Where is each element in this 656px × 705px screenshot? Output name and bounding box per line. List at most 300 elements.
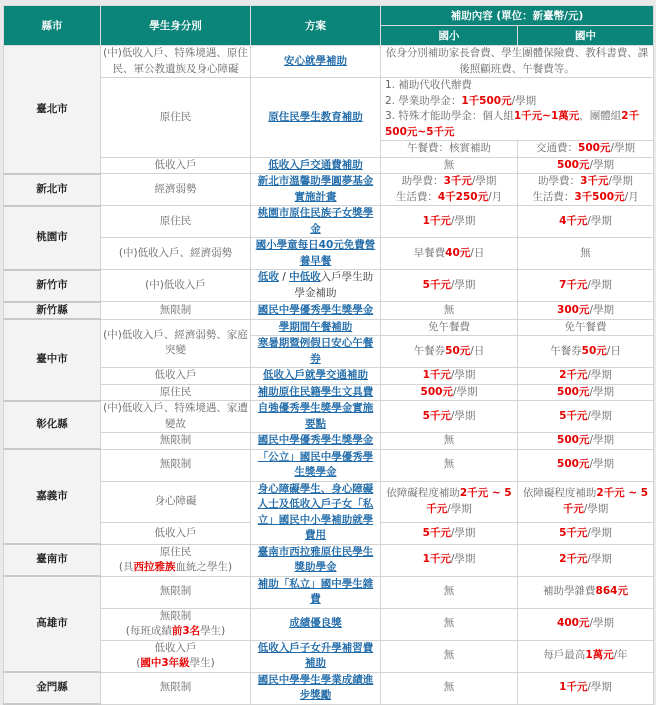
plan-link[interactable]: 中低收 xyxy=(289,271,321,283)
plan-cell xyxy=(251,384,381,401)
cell-text: /學期 xyxy=(587,681,612,694)
cell-text: 早餐費 xyxy=(413,246,446,259)
identity-cell xyxy=(101,672,251,704)
highlight-amount: 2千元 xyxy=(559,369,588,381)
county-cell xyxy=(4,319,101,401)
highlight-amount: 300元 xyxy=(557,303,590,316)
header-elementary: 國小 xyxy=(381,26,518,46)
cell-text: /學期 xyxy=(589,303,614,316)
county-cell xyxy=(4,576,101,672)
plan-link[interactable]: 新北市溫馨助學圓夢基金實施計畫 xyxy=(257,175,374,203)
header-content: 補助內容 (單位：新臺幣/元) xyxy=(381,6,654,26)
highlight-amount: 3千元 xyxy=(443,175,472,187)
amount-cell xyxy=(381,270,518,302)
cell-line xyxy=(103,641,248,657)
cell-text: 無 xyxy=(443,458,455,471)
table-row xyxy=(4,238,654,270)
highlight-amount: 500元 xyxy=(578,142,611,154)
cell-line xyxy=(253,385,378,401)
plan-link[interactable]: 補助「私立」國中學生雜費 xyxy=(257,577,374,605)
cell-line xyxy=(103,526,248,542)
highlight-amount: 400元 xyxy=(557,617,590,630)
highlight-amount: 864元 xyxy=(595,585,628,598)
table-row xyxy=(4,78,654,141)
amount-cell xyxy=(381,449,518,481)
amount-cell xyxy=(518,336,654,368)
cell-line xyxy=(6,278,98,294)
table-row xyxy=(4,368,654,385)
amount-cell xyxy=(381,302,518,320)
county-cell xyxy=(4,174,101,206)
identity-cell xyxy=(101,576,251,608)
cell-text: 臺中市 xyxy=(36,353,68,365)
amount-cell xyxy=(518,401,654,433)
plan-cell xyxy=(251,206,381,238)
plan-text: / xyxy=(278,271,290,283)
cell-text: 低收入戶 xyxy=(154,641,197,654)
identity-cell xyxy=(101,302,251,320)
cell-line xyxy=(103,494,248,510)
cell-line xyxy=(103,182,248,198)
plan-link[interactable]: 低收 xyxy=(257,271,279,283)
cell-line xyxy=(253,368,378,384)
cell-line xyxy=(520,344,651,360)
cell-text: 低收入戶 xyxy=(154,369,197,381)
plan-link[interactable]: 自強優秀學生獎學金實施要點 xyxy=(257,402,374,430)
cell-text: 午餐費：核實補助 xyxy=(407,142,491,154)
amount-cell xyxy=(381,433,518,450)
cell-line xyxy=(103,680,248,696)
cell-text: 學生) xyxy=(189,657,215,669)
cell-line xyxy=(385,78,651,94)
cell-text: 新竹市 xyxy=(36,278,68,291)
cell-text: /日 xyxy=(470,246,485,259)
cell-text: 無 xyxy=(443,649,455,662)
cell-text: 生活費： xyxy=(532,190,575,203)
cell-text: /學期 xyxy=(447,502,472,515)
cell-line xyxy=(383,303,515,319)
cell-text: 新竹縣 xyxy=(36,303,68,316)
plan-cell xyxy=(251,368,381,385)
county-cell xyxy=(4,302,101,320)
cell-text: 無 xyxy=(443,585,455,598)
plan-link[interactable]: 學期間午餐補助 xyxy=(278,320,353,333)
identity-cell xyxy=(101,174,251,206)
cell-text: /學期 xyxy=(583,502,609,515)
header-plan: 方案 xyxy=(251,6,381,46)
cell-line xyxy=(383,584,515,600)
amount-cell xyxy=(518,157,654,174)
highlight-amount: 40元 xyxy=(445,246,471,259)
cell-line xyxy=(383,680,515,696)
cell-line xyxy=(383,190,515,206)
cell-text: (具 xyxy=(118,561,134,573)
cell-text: /日 xyxy=(606,344,621,357)
table-row xyxy=(4,270,654,302)
highlight-amount: 3千500元 xyxy=(574,190,625,203)
cell-line xyxy=(520,214,651,230)
cell-text: /學期 xyxy=(450,369,476,381)
cell-line xyxy=(103,46,248,77)
cell-line xyxy=(6,182,98,198)
cell-text: 午餐券 xyxy=(413,344,446,357)
plan-link[interactable]: 臺南市西拉雅原住民學生獎助學金 xyxy=(257,545,374,573)
plan-cell xyxy=(251,672,381,704)
highlight-amount: 2千元 ~ 5千元 xyxy=(426,487,512,515)
cell-line xyxy=(520,190,651,206)
highlight-amount: 500元 xyxy=(420,385,453,398)
cell-line xyxy=(383,385,515,401)
highlight-amount: 5千元 xyxy=(422,526,451,539)
amount-cell xyxy=(518,433,654,450)
cell-line xyxy=(383,457,515,473)
header-junior: 國中 xyxy=(518,26,654,46)
plan-link[interactable]: 低收入戶就學交通補助 xyxy=(263,369,368,381)
cell-text: 無限制 xyxy=(159,434,192,446)
amount-cell xyxy=(518,523,654,544)
highlight-amount: 5千元 xyxy=(559,409,588,422)
cell-line xyxy=(520,320,651,336)
cell-text: 嘉義市 xyxy=(36,489,68,502)
cell-text: (中)低收入戶、特殊境遇、家遭變故 xyxy=(103,402,248,430)
table-row xyxy=(4,608,654,640)
highlight-amount: 1千元~1萬元 xyxy=(513,110,580,122)
cell-line xyxy=(6,417,98,433)
plan-link[interactable]: 低收入戶子女升學補習費補助 xyxy=(257,641,374,669)
cell-text: 原住民 xyxy=(159,385,192,398)
cell-line xyxy=(383,246,515,262)
cell-text: /學期 xyxy=(450,526,476,539)
highlight-amount: 1千元 xyxy=(422,369,451,381)
cell-line xyxy=(520,368,651,384)
cell-line xyxy=(383,174,515,190)
plan-cell xyxy=(251,336,381,368)
cell-line xyxy=(520,584,651,600)
county-cell xyxy=(4,206,101,270)
cell-text: /學期 xyxy=(589,385,614,398)
cell-line xyxy=(6,616,98,632)
cell-line xyxy=(253,270,378,301)
plan-link[interactable]: 「公立」國民中學優秀學生獎學金 xyxy=(257,450,374,478)
table-row xyxy=(4,433,654,450)
cell-text: 低收入戶 xyxy=(154,158,197,171)
cell-text: 無 xyxy=(443,303,455,316)
cell-line xyxy=(253,206,378,237)
cell-text: 免午餐費 xyxy=(564,320,607,333)
plan-link[interactable]: 原住民學生教育補助 xyxy=(268,110,363,123)
cell-text: 交通費： xyxy=(536,142,579,154)
cell-line xyxy=(520,246,651,262)
identity-cell xyxy=(101,78,251,158)
highlight-amount: 5千元 xyxy=(422,409,451,422)
cell-text: 臺南市 xyxy=(36,553,68,566)
cell-line xyxy=(253,577,378,608)
cell-line xyxy=(383,526,515,542)
plan-cell xyxy=(251,481,381,544)
cell-text: 身心障礙 xyxy=(154,495,197,508)
plan-cell xyxy=(251,302,381,320)
highlight-amount: 500元 xyxy=(557,385,590,398)
cell-line xyxy=(253,303,378,319)
plan-link[interactable]: 寒暑期暨例假日安心午餐券 xyxy=(257,337,374,365)
cell-text: /月 xyxy=(624,190,639,203)
identity-cell xyxy=(101,157,251,174)
highlight-amount: 5千元 xyxy=(559,526,588,539)
plan-link[interactable]: 國民中學優秀學生獎學金 xyxy=(257,434,374,446)
cell-line xyxy=(383,278,515,294)
subsidy-table-container xyxy=(3,5,653,705)
cell-text: /學期 xyxy=(587,369,612,381)
cell-text: 3. 特殊才能助學金：個人組 xyxy=(385,110,514,122)
cell-text: /學期 xyxy=(608,175,633,187)
cell-line xyxy=(253,54,378,70)
cell-text: 無限制 xyxy=(159,681,192,694)
cell-text: /學期 xyxy=(589,617,614,630)
cell-text: 午餐券 xyxy=(550,344,582,357)
cell-line xyxy=(253,336,378,367)
cell-line xyxy=(520,433,651,449)
amount-cell xyxy=(518,270,654,302)
cell-line xyxy=(6,102,98,118)
amount-cell xyxy=(518,449,654,481)
highlight-amount: 2千元 xyxy=(559,553,588,566)
identity-cell xyxy=(101,433,251,450)
cell-text: 原住民 xyxy=(159,545,192,558)
plan-link[interactable]: 桃園市原住民族子女獎學金 xyxy=(257,207,374,235)
cell-line xyxy=(520,278,651,294)
cell-line xyxy=(383,368,515,384)
cell-line xyxy=(103,214,248,230)
cell-line xyxy=(383,486,515,517)
identity-cell xyxy=(101,319,251,368)
cell-text: /學期 xyxy=(610,142,635,154)
cell-line xyxy=(520,303,651,319)
cell-text: 無限制 xyxy=(159,585,192,598)
amount-cell xyxy=(518,319,654,336)
cell-line xyxy=(383,648,515,664)
cell-text: /學期 xyxy=(450,553,476,566)
cell-text: (每班成績 xyxy=(125,625,172,637)
cell-line xyxy=(103,401,248,432)
plan-cell xyxy=(251,319,381,336)
plan-link[interactable]: 國小學童每日40元免費營養早餐 xyxy=(255,239,376,267)
amount-cell xyxy=(381,336,518,368)
cell-line xyxy=(103,457,248,473)
plan-link[interactable]: 成績優良獎 xyxy=(289,617,342,630)
cell-line xyxy=(520,526,651,542)
cell-text: /學期 xyxy=(452,385,478,398)
amount-cell xyxy=(518,608,654,640)
cell-text: ( xyxy=(136,657,141,669)
cell-line xyxy=(520,409,651,425)
amount-cell xyxy=(518,174,654,206)
cell-line xyxy=(383,158,515,174)
identity-cell xyxy=(101,206,251,238)
cell-text: 高雄市 xyxy=(36,617,68,630)
cell-line xyxy=(103,278,248,294)
cell-line xyxy=(383,320,515,336)
amount-cell xyxy=(381,523,518,544)
amount-cell xyxy=(381,46,654,78)
amount-cell xyxy=(518,141,654,158)
plan-cell xyxy=(251,640,381,672)
cell-line xyxy=(520,616,651,632)
highlight-amount: 7千元 xyxy=(559,278,588,291)
plan-link[interactable]: 國民中學學生學業成績進步獎勵 xyxy=(257,673,374,701)
highlight-amount: 500元 xyxy=(557,434,590,446)
cell-line xyxy=(385,109,651,140)
cell-line xyxy=(520,174,651,190)
highlight-amount: 2千500元~5千元 xyxy=(385,110,640,138)
cell-line xyxy=(253,545,378,576)
cell-text: 新北市 xyxy=(36,182,68,195)
amount-cell xyxy=(518,576,654,608)
cell-text: 依障礙程度補助 xyxy=(386,487,460,500)
identity-cell xyxy=(101,384,251,401)
cell-line xyxy=(383,616,515,632)
cell-text: 學生) xyxy=(200,625,226,637)
cell-line xyxy=(383,552,515,568)
cell-line xyxy=(383,214,515,230)
cell-text: /學期 xyxy=(587,526,612,539)
cell-line xyxy=(6,352,98,368)
amount-cell xyxy=(518,672,654,704)
table-row xyxy=(4,46,654,78)
plan-link[interactable]: 身心障礙學生、身心障礙人士及低收入戶子女「私立」國民中小學補助就學費用 xyxy=(257,482,374,541)
cell-text: 依障礙程度補助 xyxy=(522,487,597,500)
amount-cell xyxy=(518,544,654,576)
highlight-amount: 2千元 ~ 5千元 xyxy=(562,487,649,515)
cell-line xyxy=(520,141,651,157)
amount-cell xyxy=(381,640,518,672)
cell-line xyxy=(520,680,651,696)
identity-cell xyxy=(101,544,251,576)
cell-text: 每戶最高 xyxy=(543,649,586,662)
cell-text: 無 xyxy=(443,617,455,630)
cell-line xyxy=(103,303,248,319)
cell-line xyxy=(383,409,515,425)
subsidy-table xyxy=(3,5,654,705)
cell-line xyxy=(253,238,378,269)
county-cell xyxy=(4,672,101,704)
plan-link[interactable]: 低收入戶交通費補助 xyxy=(268,158,363,171)
county-cell xyxy=(4,544,101,576)
highlight-amount: 500元 xyxy=(557,458,590,471)
cell-text: /學期 xyxy=(587,553,612,566)
highlight-amount: 1千元 xyxy=(559,681,588,694)
highlight-amount: 500元 xyxy=(557,158,590,171)
identity-cell xyxy=(101,640,251,672)
table-row xyxy=(4,206,654,238)
county-cell xyxy=(4,46,101,174)
cell-line xyxy=(253,174,378,205)
cell-line xyxy=(103,624,248,640)
cell-text: ，團體組 xyxy=(579,110,622,122)
cell-text: 無 xyxy=(443,434,455,446)
plan-cell xyxy=(251,433,381,450)
table-row xyxy=(4,401,654,433)
plan-cell xyxy=(251,238,381,270)
plan-link[interactable]: 國民中學優秀學生獎學金 xyxy=(257,303,374,316)
plan-cell xyxy=(251,401,381,433)
highlight-amount: 前3名 xyxy=(171,625,201,637)
cell-text: (中)低收入戶、經濟弱勢 xyxy=(118,246,233,259)
cell-line xyxy=(6,680,98,696)
identity-cell xyxy=(101,481,251,523)
cell-text: /學期 xyxy=(587,214,612,227)
cell-line xyxy=(383,141,515,157)
highlight-amount: 1萬元 xyxy=(585,649,614,662)
plan-cell xyxy=(251,157,381,174)
cell-text: 免午餐費 xyxy=(428,320,470,333)
amount-cell xyxy=(381,608,518,640)
county-cell xyxy=(4,449,101,544)
highlight-amount: 50元 xyxy=(581,344,607,357)
cell-text: 經濟弱勢 xyxy=(154,182,197,195)
cell-text: /日 xyxy=(470,344,485,357)
highlight-amount: 1千元 xyxy=(422,553,451,566)
cell-line xyxy=(103,433,248,449)
county-cell xyxy=(4,270,101,302)
plan-link[interactable]: 補助原住民籍學生文具費 xyxy=(257,385,374,398)
plan-link[interactable]: 安心就學補助 xyxy=(284,54,347,67)
cell-text: 助學費： xyxy=(401,175,444,187)
amount-cell xyxy=(381,174,518,206)
amount-cell xyxy=(518,640,654,672)
plan-cell xyxy=(251,174,381,206)
highlight-amount: 5千元 xyxy=(422,278,451,291)
cell-text: (中)低收入戶、特殊境遇、原住民、軍公教遺族及身心障礙 xyxy=(103,47,248,75)
cell-line xyxy=(520,457,651,473)
amount-cell xyxy=(518,368,654,385)
cell-text: 補助學雜費 xyxy=(543,585,596,598)
table-row xyxy=(4,576,654,608)
cell-line xyxy=(6,489,98,505)
table-row xyxy=(4,157,654,174)
cell-text: 2. 學業助學金： xyxy=(385,94,462,107)
cell-text: 低收入戶 xyxy=(154,526,197,539)
identity-cell xyxy=(101,608,251,640)
cell-line xyxy=(6,552,98,568)
highlight-amount: 3千元 xyxy=(580,175,609,187)
identity-cell xyxy=(101,523,251,544)
cell-text: 無 xyxy=(580,246,591,259)
cell-text: /學期 xyxy=(587,409,612,422)
county-cell xyxy=(4,401,101,450)
cell-line xyxy=(103,385,248,401)
highlight-amount: 50元 xyxy=(445,344,471,357)
identity-cell xyxy=(101,270,251,302)
identity-cell xyxy=(101,368,251,385)
cell-line xyxy=(520,385,651,401)
cell-text: 血統之學生) xyxy=(175,561,233,573)
cell-text: 無 xyxy=(443,681,455,694)
plan-cell xyxy=(251,449,381,481)
identity-cell xyxy=(101,401,251,433)
cell-text: 原住民 xyxy=(159,214,192,227)
plan-cell xyxy=(251,608,381,640)
cell-line xyxy=(103,328,248,359)
cell-text: 生活費： xyxy=(395,190,438,203)
cell-text: 無 xyxy=(443,158,455,171)
amount-cell xyxy=(381,157,518,174)
amount-cell xyxy=(518,206,654,238)
cell-line xyxy=(253,482,378,544)
table-row xyxy=(4,302,654,320)
cell-line xyxy=(383,46,651,77)
cell-text: 無限制 xyxy=(159,609,192,622)
plan-cell xyxy=(251,576,381,608)
